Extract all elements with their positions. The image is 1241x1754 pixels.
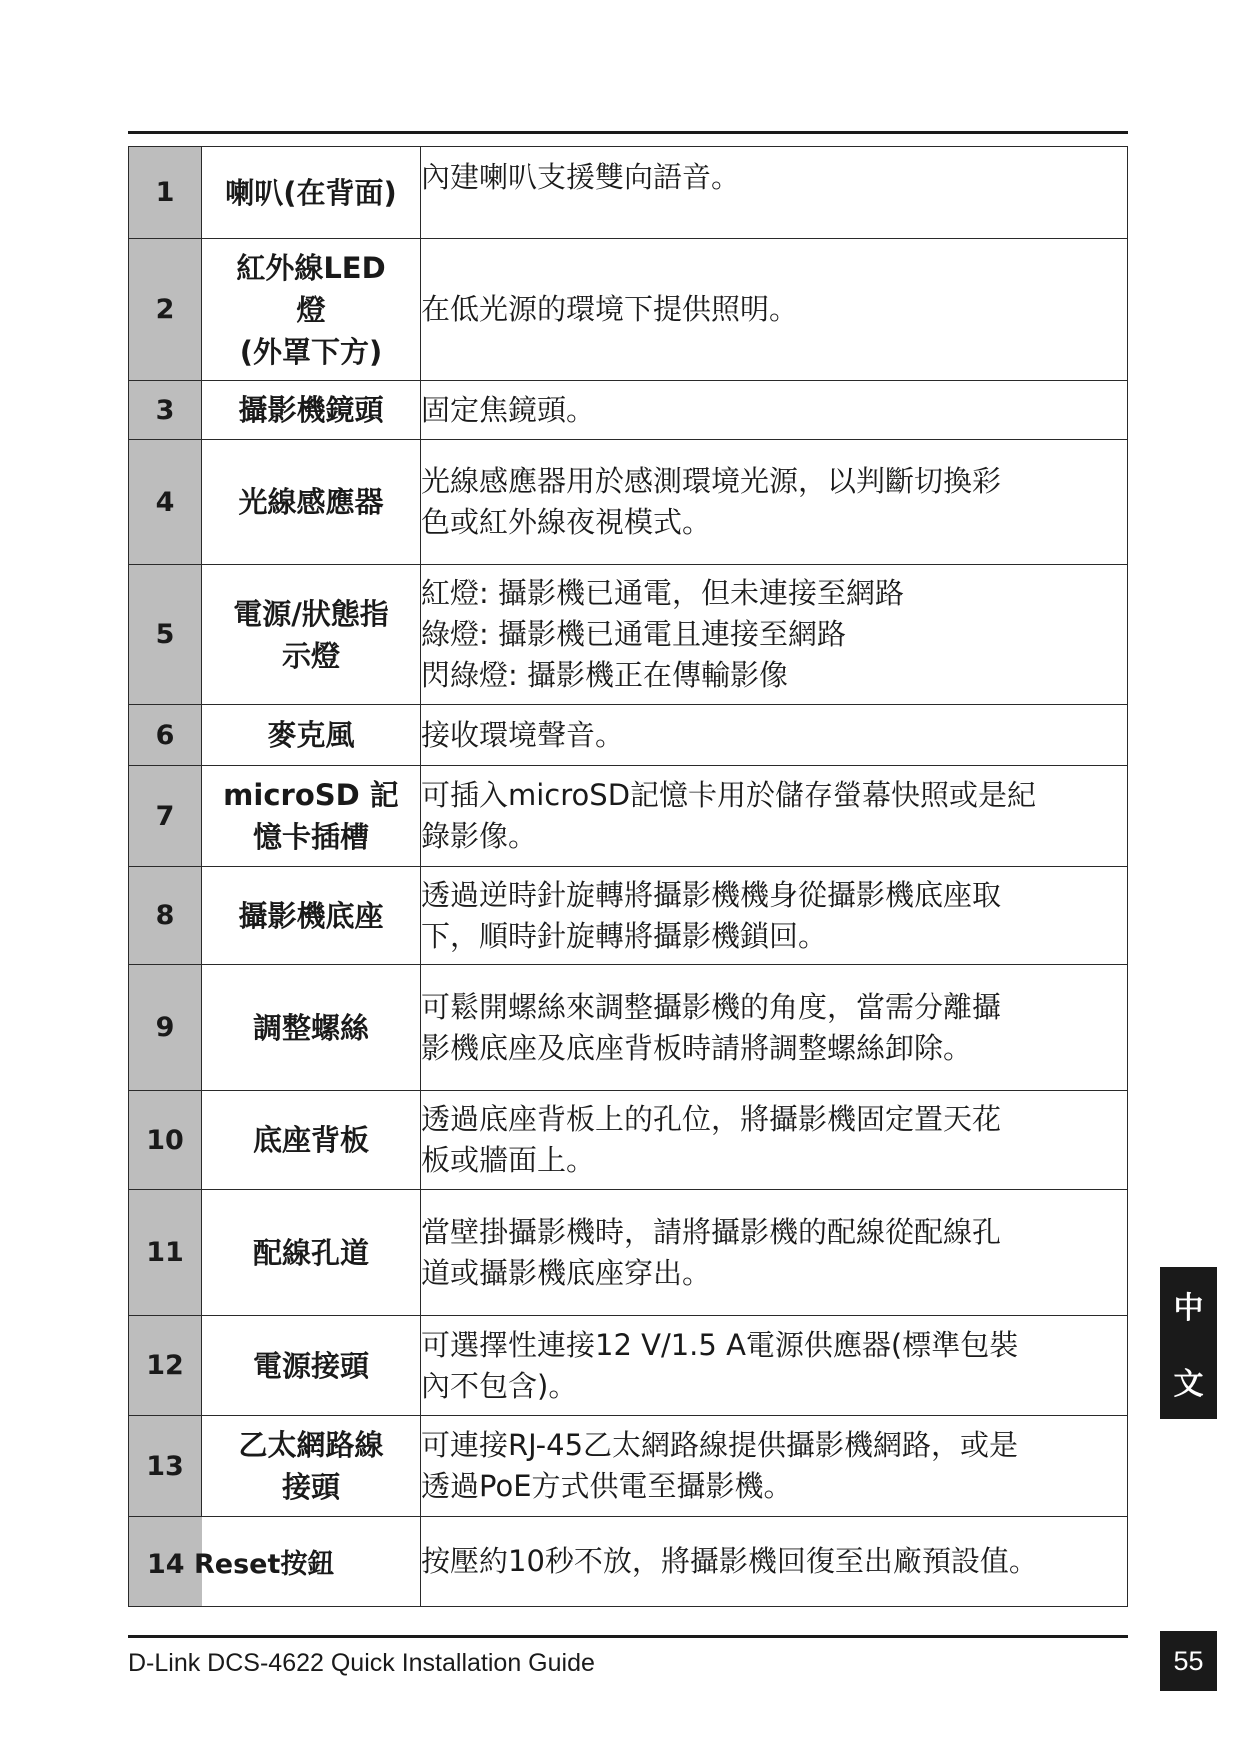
component-description: [421, 239, 1128, 381]
name-line: 光線感應器: [238, 485, 384, 519]
name-line: 燈: [296, 292, 326, 327]
name-line: microSD 記: [223, 778, 399, 812]
component-name: [202, 1316, 421, 1416]
component-name: [202, 147, 421, 239]
desc-line: 可連接RJ-45乙太網路線提供攝影機網路，或是: [421, 1428, 1019, 1462]
desc-line: 透過逆時針旋轉將攝影機機身從攝影機底座取: [421, 877, 1002, 912]
table-row: [129, 239, 1128, 381]
component-table-body: [129, 147, 1128, 1607]
name-line: 攝影機鏡頭: [238, 393, 384, 427]
component-name: [202, 1091, 421, 1190]
guide-title: D-Link DCS-4622 Quick Installation Guide: [128, 1649, 595, 1677]
table-row: [129, 1190, 1128, 1316]
bottom-rule: [128, 1635, 1128, 1638]
component-description: [421, 440, 1128, 565]
desc-line: 可選擇性連接12 V/1.5 A電源供應器(標準包裝: [421, 1327, 1019, 1362]
name-line: 紅外線LED: [236, 250, 386, 285]
desc-line: 可鬆開螺絲來調整攝影機的角度，當需分離攝: [421, 989, 1002, 1024]
desc-line: 透過底座背板上的孔位，將攝影機固定置天花: [421, 1102, 1002, 1136]
row-number: 12: [129, 1316, 202, 1416]
table-row: [129, 965, 1128, 1091]
name-line: 憶卡插槽: [252, 820, 369, 854]
desc-line: 影機底座及底座背板時請將調整螺絲卸除。: [421, 1030, 973, 1065]
row-number: 4: [129, 440, 202, 565]
row-number: 9: [129, 965, 202, 1091]
component-description: [421, 1416, 1128, 1517]
component-description: [421, 867, 1128, 965]
desc-line: 固定焦鏡頭。: [421, 392, 596, 427]
desc-line: 內建喇叭支援雙向語音。: [421, 160, 741, 194]
desc-line: 道或攝影機底座穿出。: [421, 1255, 712, 1290]
desc-line: 按壓約10秒不放，將攝影機回復至出廠預設值。: [421, 1544, 1038, 1578]
reset-button-label: 14 Reset按鈕: [147, 1549, 335, 1580]
desc-line: 內不包含)。: [421, 1368, 578, 1403]
name-line: 電源/狀態指: [233, 596, 389, 631]
page-number: 55: [1160, 1631, 1217, 1691]
desc-line: 接收環境聲音。: [421, 717, 625, 752]
desc-line: 下，順時針旋轉將攝影機鎖回。: [421, 918, 828, 953]
component-description: [421, 147, 1128, 239]
row-number: 13: [129, 1416, 202, 1517]
desc-line: 在低光源的環境下提供照明。: [421, 292, 799, 326]
component-name: [202, 965, 421, 1091]
desc-line: 色或紅外線夜視模式。: [421, 505, 712, 539]
component-name: [202, 867, 421, 965]
table-row: [129, 1091, 1128, 1190]
name-line: 調整螺絲: [252, 1010, 369, 1045]
desc-line: 可插入microSD記憶卡用於儲存螢幕快照或是紀: [421, 778, 1037, 812]
name-line: 電源接頭: [252, 1348, 369, 1383]
desc-line: 閃綠燈: 攝影機正在傳輸影像: [421, 658, 788, 692]
row-number: 7: [129, 766, 202, 867]
name-line: 配線孔道: [252, 1235, 369, 1270]
component-description: [421, 1517, 1128, 1607]
component-table: [128, 146, 1128, 1607]
desc-line: 錄影像。: [421, 819, 538, 853]
language-tab-char: 文: [1173, 1367, 1204, 1402]
name-line: 攝影機底座: [238, 898, 384, 933]
row-number: 10: [129, 1091, 202, 1190]
table-row: [129, 867, 1128, 965]
table-row: [129, 1416, 1128, 1517]
component-description: [421, 1091, 1128, 1190]
language-tab-char: 中: [1173, 1291, 1204, 1326]
component-name: [202, 440, 421, 565]
name-line: 接頭: [281, 1470, 340, 1504]
component-description: [421, 1316, 1128, 1416]
component-name: [202, 239, 421, 381]
top-rule: [128, 131, 1128, 134]
component-name: [202, 565, 421, 705]
table-row: [129, 440, 1128, 565]
row-number: 3: [129, 381, 202, 440]
component-description: [421, 565, 1128, 705]
name-line: 乙太網路線: [238, 1428, 384, 1462]
component-description: [421, 1190, 1128, 1316]
table-row: [129, 147, 1128, 239]
row-number: 11: [129, 1190, 202, 1316]
row-number: 5: [129, 565, 202, 705]
row-number: [129, 1517, 335, 1607]
name-line: 喇叭(在背面): [225, 175, 397, 210]
table-row: [129, 565, 1128, 705]
table-row: [129, 381, 1128, 440]
table-row: [129, 1316, 1128, 1416]
desc-line: 板或牆面上。: [421, 1143, 596, 1177]
row-number: 1: [129, 147, 202, 239]
component-name: [202, 381, 421, 440]
component-name: [202, 705, 421, 766]
table-row: [129, 1517, 1128, 1607]
component-description: [421, 965, 1128, 1091]
row-number: 2: [129, 239, 202, 381]
name-line: (外罩下方): [239, 334, 383, 369]
row-number: 8: [129, 867, 202, 965]
name-line: 麥克風: [267, 718, 355, 752]
desc-line: 綠燈: 攝影機已通電且連接至網路: [421, 617, 846, 651]
row-number: 6: [129, 705, 202, 766]
desc-line: 透過PoE方式供電至攝影機。: [421, 1469, 793, 1503]
component-description: [421, 766, 1128, 867]
table-row: [129, 766, 1128, 867]
component-description: [421, 381, 1128, 440]
desc-line: 當壁掛攝影機時，請將攝影機的配線從配線孔: [421, 1214, 1002, 1249]
table-row: [129, 705, 1128, 766]
name-line: 底座背板: [252, 1123, 369, 1157]
name-line: 示燈: [281, 638, 340, 673]
component-description: [421, 705, 1128, 766]
component-name: [202, 1190, 421, 1316]
desc-line: 紅燈: 攝影機已通電，但未連接至網路: [421, 576, 904, 610]
component-name: [202, 766, 421, 867]
language-tab: [1160, 1267, 1217, 1419]
component-name: [202, 1416, 421, 1517]
desc-line: 光線感應器用於感測環境光源，以判斷切換彩: [421, 464, 1002, 498]
